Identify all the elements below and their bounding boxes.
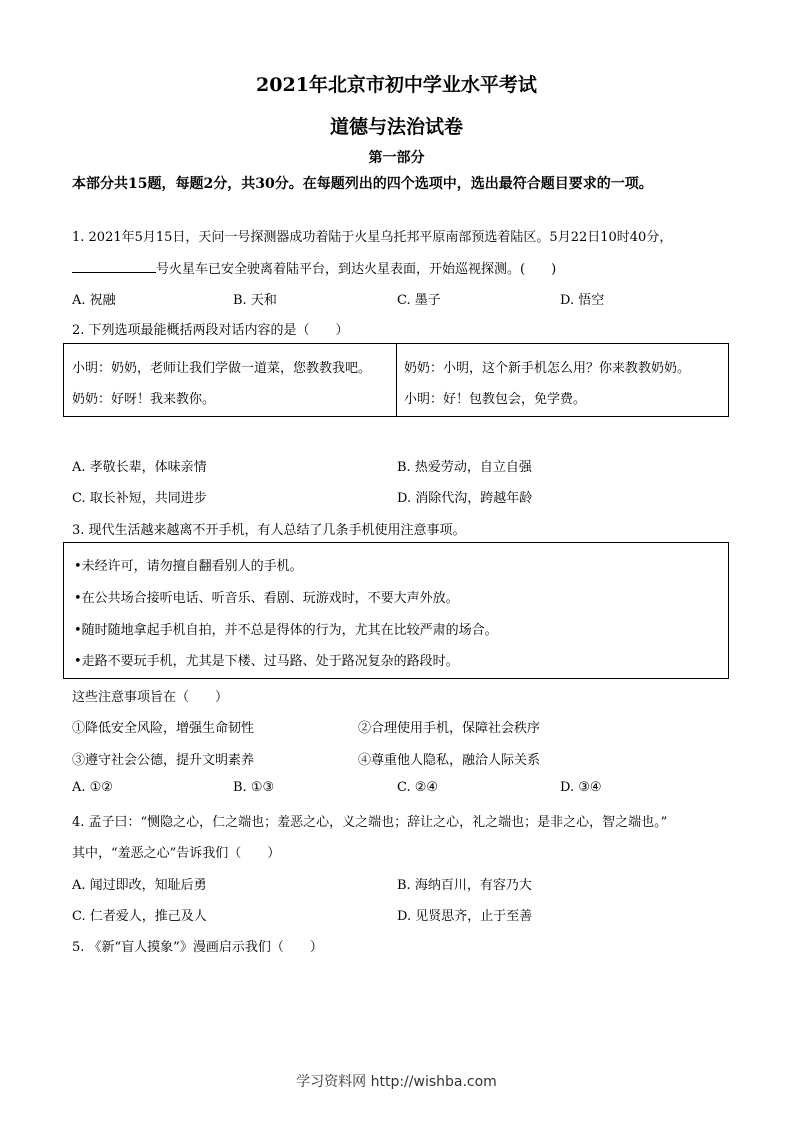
q4-option-c: C. 仁者爱人，推己及人	[72, 909, 207, 924]
q4-option-b: B. 海纳百川，有容乃大	[397, 878, 532, 893]
q3-tip-3: •随时随地拿起手机自拍，并不总是得体的行为，尤其在比较严肃的场合。	[74, 623, 498, 638]
q3-option-b: B. ①③	[233, 780, 275, 795]
part-heading: 第一部分	[368, 150, 425, 166]
q3-statement-1: ①降低安全风险，增强生命韧性	[72, 721, 255, 736]
q2-stem: 2. 下列选项最能概括两段对话内容的是（ ）	[72, 323, 349, 338]
q2-dialog-divider	[396, 344, 397, 416]
q4-option-d: D. 见贤思齐，止于至善	[397, 909, 533, 924]
q3-option-d: D. ③④	[560, 780, 602, 795]
q2-dialog-left-2: 奶奶：好呀！我来教你。	[72, 392, 216, 407]
q1-option-a: A. 祝融	[72, 293, 116, 308]
q3-option-c: C. ②④	[397, 780, 439, 795]
q2-option-b: B. 热爱劳动，自立自强	[397, 460, 532, 475]
q2-option-c: C. 取长补短，共同进步	[72, 491, 207, 506]
q4-line2: 其中，“羞恶之心”告诉我们（ ）	[72, 846, 281, 861]
q3-option-a: A. ①②	[72, 780, 113, 795]
q4-option-a: A. 闻过即改，知耻后勇	[72, 878, 207, 893]
q1-line2-text: 号火星车已安全驶离着陆平台，到达火星表面，开始巡视探测。( )	[156, 262, 557, 277]
q3-tip-4: •走路不要玩手机，尤其是下楼、过马路、处于路况复杂的路段时。	[74, 654, 459, 669]
q3-statement-2: ②合理使用手机，保障社会秩序	[358, 721, 541, 736]
q2-dialog-left-1: 小明：奶奶，老师让我们学做一道菜，您教教我吧。	[72, 361, 372, 376]
q2-option-d: D. 消除代沟，跨越年龄	[397, 491, 533, 506]
q3-statement-4: ④尊重他人隐私，融洽人际关系	[358, 753, 541, 768]
q3-stem: 3. 现代生活越来越离不开手机，有人总结了几条手机使用注意事项。	[72, 523, 466, 538]
page-footer: 学习资料网 http://wishba.com	[296, 1074, 497, 1090]
q1-option-d: D. 悟空	[560, 293, 605, 308]
q2-dialog-right-1: 奶奶：小明，这个新手机怎么用？你来教教奶奶。	[404, 361, 691, 376]
q3-question: 这些注意事项旨在（ ）	[72, 690, 229, 705]
q3-tip-2: •在公共场合接听电话、听音乐、看剧、玩游戏时，不要大声外放。	[74, 591, 459, 606]
q3-statement-3: ③遵守社会公德，提升文明素养	[72, 753, 255, 768]
q2-dialog-right-2: 小明：好！包教包会，免学费。	[404, 392, 587, 407]
q2-option-a: A. 孝敬长辈，体味亲情	[72, 460, 207, 475]
q2-dialog-table	[63, 343, 729, 417]
exam-subject: 道德与法治试卷	[329, 116, 463, 138]
q1-line1: 1. 2021年5月15日，天问一号探测器成功着陆于火星乌托邦平原南部预选着陆区。5月22日10时40分，	[72, 230, 673, 245]
q1-option-c: C. 墨子	[397, 293, 441, 308]
q1-option-b: B. 天和	[233, 293, 277, 308]
q3-tips-box	[63, 542, 729, 679]
q1-line2	[72, 258, 556, 277]
part-instructions: 本部分共15题，每题2分，共30分。在每题列出的四个选项中，选出最符合题目要求的一项。	[72, 176, 653, 192]
q5-stem: 5. 《新“盲人摸象”》漫画启示我们（ ）	[72, 940, 323, 955]
q4-line1: 4. 孟子曰：“恻隐之心，仁之端也；羞恶之心，义之端也；辞让之心，礼之端也；是非之心，智之端也。”	[72, 815, 668, 830]
q1-blank	[72, 260, 156, 273]
q3-tip-1: •未经许可，请勿擅自翻看别人的手机。	[74, 559, 303, 574]
exam-title: 2021年北京市初中学业水平考试	[256, 74, 537, 96]
